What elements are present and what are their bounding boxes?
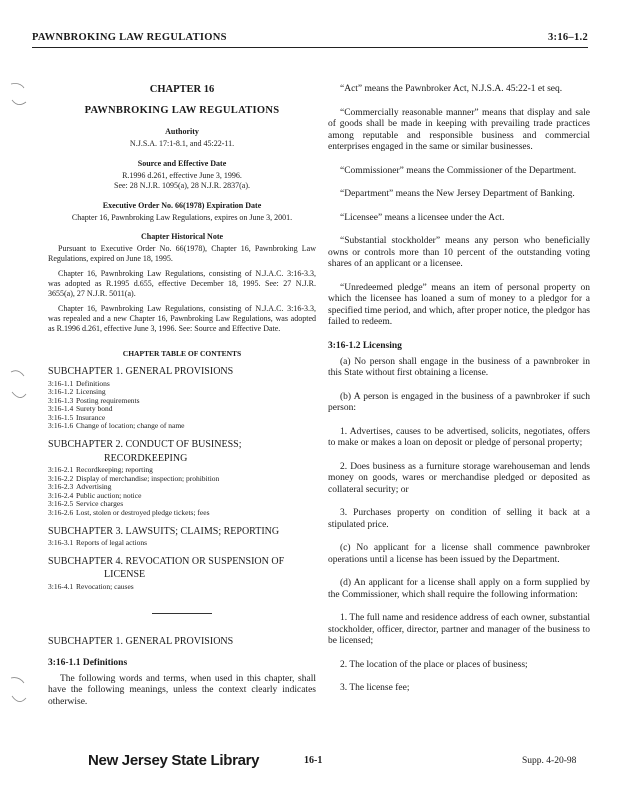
toc-entry: 3:16-2.4 Public auction; notice <box>48 490 142 500</box>
supplement-date: Supp. 4-20-98 <box>522 756 577 766</box>
toc-entry: 3:16-1.1 Definitions <box>48 378 110 388</box>
section-heading: 3:16-1.2 Licensing <box>328 340 402 351</box>
binding-mark-icon <box>8 80 28 110</box>
header-title: PAWNBROKING LAW REGULATIONS <box>32 32 227 43</box>
binding-mark-icon <box>8 366 28 406</box>
chapter-title: PAWNBROKING LAW REGULATIONS <box>84 105 280 116</box>
source-heading: Source and Effective Date <box>137 158 227 168</box>
toc-entry: 3:16-2.3 Advertising <box>48 482 112 492</box>
licensing-item: 2. The location of the place or places of business; <box>340 659 528 670</box>
definition-commercially-reasonable: “Commercially reasonable manner” means that display and sale of goods shall be made in keeping with prevailing trade practices among reputable and responsible business and commercial enterprises engaged in the same or similar businesses. <box>328 107 590 152</box>
toc-entry: 3:16-1.2 Licensing <box>48 387 106 397</box>
source-line: See: 28 N.J.R. 1095(a), 28 N.J.R. 2837(a). <box>114 181 250 190</box>
definition-unredeemed-pledge: “Unredeemed pledge” means an item of personal property on which the licensee has loaned a sum of money to a pledgor for a specified time period, and which, after proper notice, the pledgor has failed to redeem. <box>328 282 590 327</box>
toc-entry: 3:16-1.6 Change of location; change of name <box>48 421 185 431</box>
library-stamp: New Jersey State Library <box>88 752 260 769</box>
licensing-paragraph: (d) An applicant for a license shall apply on a form supplied by the Commissioner, which shall require the following information: <box>328 578 590 600</box>
historical-note-heading: Chapter Historical Note <box>140 232 224 241</box>
chapter-number: CHAPTER 16 <box>149 84 215 95</box>
toc-subchapter-heading: SUBCHAPTER 1. GENERAL PROVISIONS <box>48 366 234 377</box>
definitions-intro: The following words and terms, when used in this chapter, shall have the following meanings, unless the context clearly indicates otherwise. <box>48 673 316 707</box>
licensing-item: 3. Purchases property on condition of selling it back at a stipulated price. <box>328 508 590 530</box>
header-rule <box>32 47 588 48</box>
section-divider <box>152 613 212 614</box>
page-number: 16-1 <box>304 755 323 766</box>
historical-note-paragraph: Pursuant to Executive Order No. 66(1978), Chapter 16, Pawnbroking Law Regulations, expired on June 18, 1995. <box>48 244 316 263</box>
definition-licensee: “Licensee” means a licensee under the Act. <box>340 212 505 223</box>
toc-entry: 3:16-1.3 Posting requirements <box>48 395 140 405</box>
toc-title: CHAPTER TABLE OF CONTENTS <box>122 349 242 358</box>
subchapter-heading: SUBCHAPTER 1. GENERAL PROVISIONS <box>48 636 234 648</box>
toc-subchapter-heading-cont: LICENSE <box>104 569 146 581</box>
source-line: R.1996 d.261, effective June 3, 1996. <box>122 170 242 180</box>
toc-list <box>48 539 316 548</box>
toc-entry: 3:16-1.4 Surety bond <box>48 404 113 414</box>
toc-entry: 3:16-2.2 Display of merchandise; inspection; prohibition <box>48 473 220 483</box>
toc-subchapter-heading: SUBCHAPTER 4. REVOCATION OR SUSPENSION OF <box>48 555 285 567</box>
exec-order-heading: Executive Order No. 66(1978) Expiration Date <box>102 200 262 210</box>
toc-entry: 3:16-2.6 Lost, stolen or destroyed pledge tickets; fees <box>48 508 210 518</box>
toc-subchapter-heading: SUBCHAPTER 3. LAWSUITS; CLAIMS; REPORTING <box>48 525 280 537</box>
toc-entry: 3:16-2.1 Recordkeeping; reporting <box>48 465 153 475</box>
historical-note-paragraph: Chapter 16, Pawnbroking Law Regulations, consisting of N.J.A.C. 3:16-3.3, was repealed and a new Chapter 16, Pawnbroking Law Regulations, was adopted as R.1996 d.261, effective June 3, 1996. See: Source and Effective Date. <box>48 304 316 333</box>
licensing-item: 1. Advertises, causes to be advertised, solicits, negotiates, offers to make or makes a loan on deposit or pledge of personal property; <box>328 426 590 448</box>
exec-order-text: Chapter 16, Pawnbroking Law Regulations, expires on June 3, 2001. <box>71 212 293 222</box>
licensing-item: 1. The full name and residence address of each owner, substantial stockholder, officer, director, partner and manager of the business to be licensed; <box>328 613 590 646</box>
licensing-paragraph: (a) No person shall engage in the business of a pawnbroker in this State without first obtaining a license. <box>328 356 590 378</box>
toc-entry: 3:16-1.5 Insurance <box>48 412 106 422</box>
toc-subchapter-heading-cont: RECORDKEEPING <box>104 452 188 464</box>
toc-list <box>48 583 316 592</box>
authority-text: N.J.S.A. 17:1-8.1, and 45:22-11. <box>129 139 235 148</box>
toc-entry: 3:16-2.5 Service charges <box>48 499 124 509</box>
licensing-item: 2. Does business as a furniture storage warehouseman and lends money on goods, wares or merchandise pledged or deposited as collateral security; or <box>328 461 590 495</box>
toc-entry: 3:16-4.1 Revocation; causes <box>48 581 134 591</box>
left-column <box>48 84 316 716</box>
definition-act: “Act” means the Pawnbroker Act, N.J.S.A. 45:22-1 et seq. <box>340 84 563 94</box>
licensing-paragraph: (c) No applicant for a license shall commence pawnbroker operations until a license has been issued by the Department. <box>328 543 590 565</box>
section-heading: 3:16-1.1 Definitions <box>48 657 128 668</box>
toc-list <box>48 466 316 518</box>
right-column <box>328 84 590 707</box>
toc-list <box>48 380 316 432</box>
header-section: 3:16–1.2 <box>547 32 588 43</box>
definition-department: “Department” means the New Jersey Department of Banking. <box>340 189 575 199</box>
historical-note-paragraph: Chapter 16, Pawnbroking Law Regulations, consisting of N.J.A.C. 3:16-3.3, was adopted as R.1995 d.655, effective December 18, 1995. See: 27 N.J.R. 3655(a), 27 N.J.R. 5011(a). <box>48 269 316 298</box>
licensing-item: 3. The license fee; <box>340 683 410 693</box>
definition-commissioner: “Commissioner” means the Commissioner of the Department. <box>340 165 577 176</box>
licensing-paragraph: (b) A person is engaged in the business of a pawnbroker if such person: <box>328 391 590 413</box>
definition-substantial-stockholder: “Substantial stockholder” means any person who beneficially owns or controls more than 10 percent of the outstanding voting shares of an applicant or a licensee. <box>328 236 590 269</box>
toc-entry: 3:16-3.1 Reports of legal actions <box>48 538 148 548</box>
running-header <box>32 32 588 43</box>
toc-subchapter-heading: SUBCHAPTER 2. CONDUCT OF BUSINESS; <box>48 439 242 451</box>
binding-mark-icon <box>8 674 28 708</box>
authority-heading: Authority <box>165 127 199 136</box>
